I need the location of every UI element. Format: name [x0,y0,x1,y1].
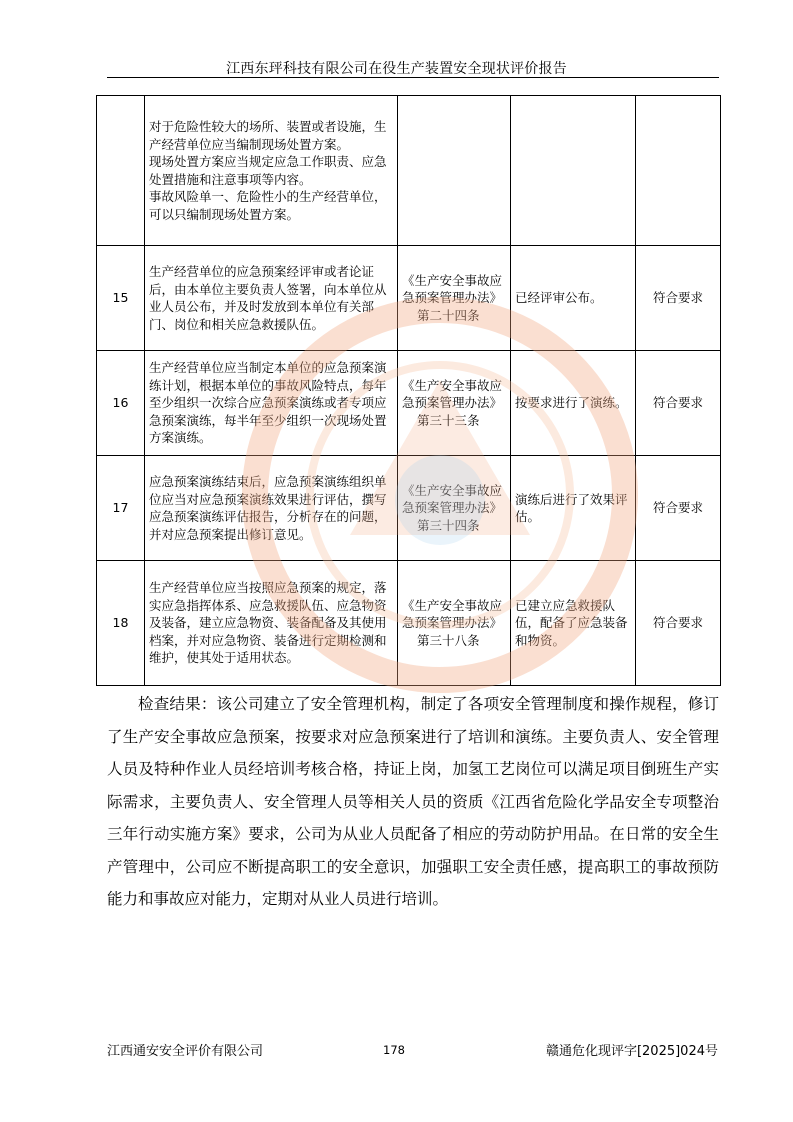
requirement-cell [145,96,398,246]
inspection-conclusion: 检查结果：该公司建立了安全管理机构，制定了各项安全管理制度和操作规程，修订了生产安全事故应急预案，按要求对应急预案进行了培训和演练。主要负责人、安全管理人员及特种作业人员经培训考核合格，持证上岗，加氢工艺岗位可以满足项目倒班生产实际需求，主要负责人、安全管理人员等相关人员的资质《江西省危险化学品安全专项整治三年行动实施方案》要求，公司为从业人员配备了相应的劳动防护用品。在日常的安全生产管理中，公司应不断提高职工的安全意识，加强职工安全责任感，提高职工的事故预防能力和事故应对能力，定期对从业人员进行培训。 [107,695,719,908]
requirement-text: 生产经营单位的应急预案经评审或者论证后，由本单位主要负责人签署，向本单位从业人员公布，并及时发放到本单位有关部门、岗位和相关应急救援队伍。 [149,264,387,332]
requirement-cell [145,456,398,561]
basis-cell [398,96,511,246]
basis-clause: 第三十四条 [417,517,480,533]
requirement-cell [145,351,398,456]
basis-title: 《生产安全事故应急预案管理办法》 [402,482,503,516]
table-row [97,96,721,246]
row-number: 18 [97,561,145,686]
status-cell: 已经评审公布。 [511,246,636,351]
table-row [97,246,721,351]
result-cell: 符合要求 [636,561,721,686]
table-row [97,561,721,686]
row-number: 16 [97,351,145,456]
basis-cell [398,456,511,561]
footer-page-number: 178 [383,1043,405,1057]
basis-clause: 第三十三条 [417,412,480,428]
requirement-cell [145,246,398,351]
footer-company-name: 江西通安安全评价有限公司 [107,1044,264,1059]
row-number: 17 [97,456,145,561]
status-cell: 按要求进行了演练。 [511,351,636,456]
inspection-table [96,95,721,686]
requirement-text: 对于危险性较大的场所、装置或者设施，生产经营单位应当编制现场处置方案。 现场处置方案应当规定应急工作职责、应急处置措施和注意事项等内容。 事故风险单一、危险性小的生产经营单位，可以只编制现场处置方案。 [149,119,387,222]
result-cell: 符合要求 [636,351,721,456]
footer-document-number: 赣通危化现评字[2025]024号 [545,1044,718,1059]
basis-title: 《生产安全事故应急预案管理办法》 [402,272,503,306]
header-divider [107,77,719,78]
status-cell: 演练后进行了效果评估。 [511,456,636,561]
result-cell: 符合要求 [636,456,721,561]
row-number: 15 [97,246,145,351]
table-row [97,456,721,561]
basis-clause: 第二十四条 [417,307,480,323]
basis-cell [398,561,511,686]
basis-title: 《生产安全事故应急预案管理办法》 [402,377,503,411]
requirement-text: 生产经营单位应当制定本单位的应急预案演练计划，根据本单位的事故风险特点，每年至少组织一次综合应急预案演练或者专项应急预案演练，每半年至少组织一次现场处置方案演练。 [149,360,387,446]
page-header-title: 江西东玶科技有限公司在役生产装置安全现状评价报告 [226,61,567,77]
requirement-text: 应急预案演练结束后，应急预案演练组织单位应当对应急预案演练效果进行评估，撰写应急预案演练评估报告，分析存在的问题，并对应急预案提出修订意见。 [149,474,387,542]
basis-title: 《生产安全事故应急预案管理办法》 [402,597,503,631]
requirement-cell [145,561,398,686]
result-cell: 符合要求 [636,246,721,351]
status-cell [511,96,636,246]
basis-cell [398,246,511,351]
result-cell [636,96,721,246]
basis-clause: 第三十八条 [417,632,480,648]
basis-cell [398,351,511,456]
table-row [97,351,721,456]
row-number [97,96,145,246]
status-cell: 已建立应急救援队伍，配备了应急装备和物资。 [511,561,636,686]
requirement-text: 生产经营单位应当按照应急预案的规定，落实应急指挥体系、应急救援队伍、应急物资及装备，建立应急物资、装备配备及其使用档案，并对应急物资、装备进行定期检测和维护，使其处于适用状态。 [149,580,387,666]
